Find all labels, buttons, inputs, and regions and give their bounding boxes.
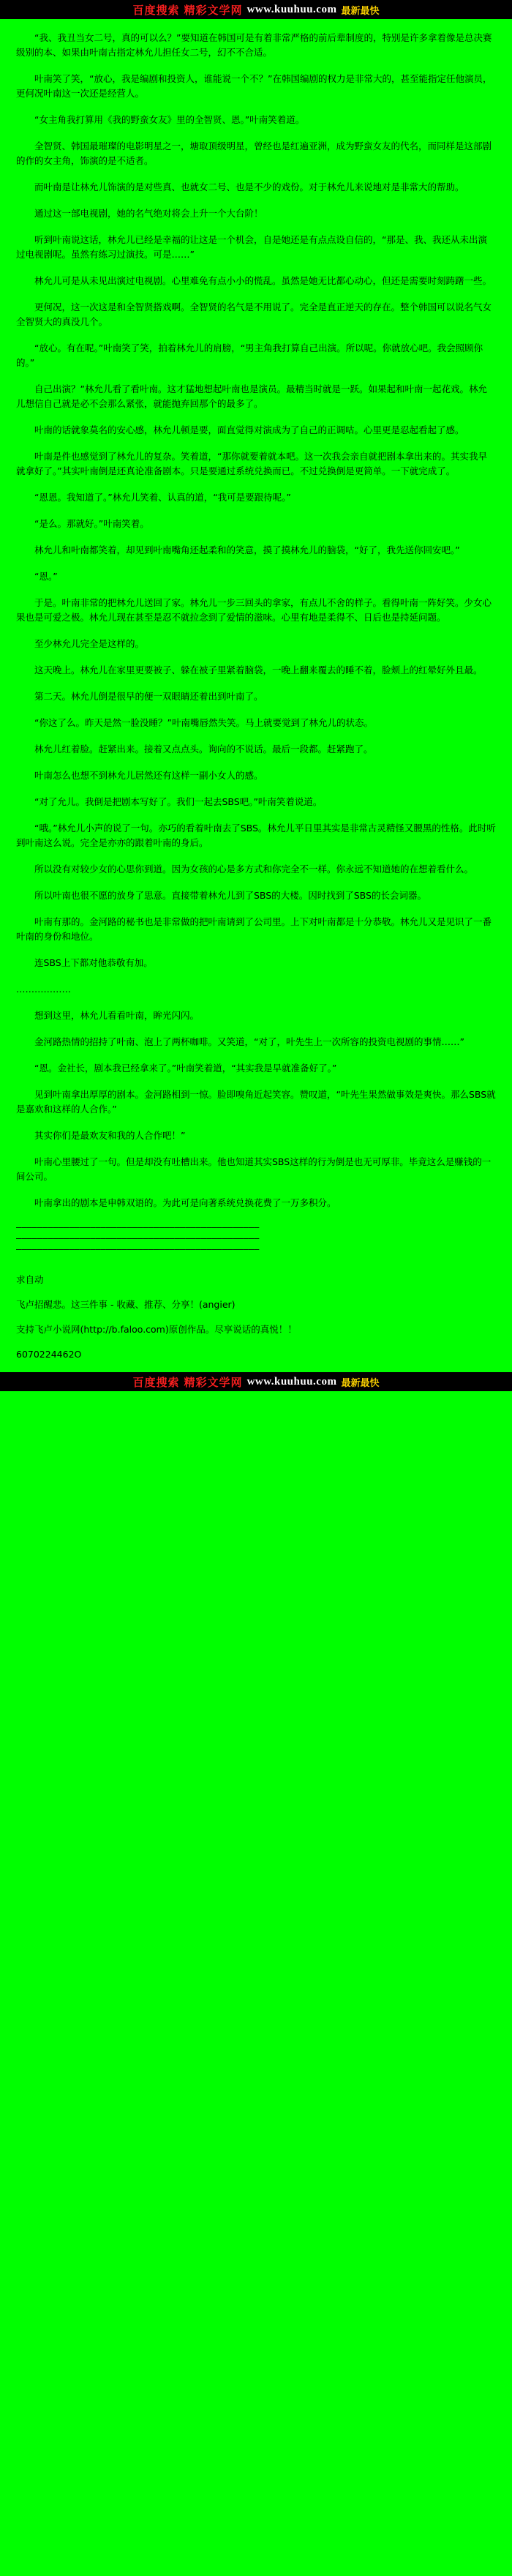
paragraph: “恩。”: [34, 571, 58, 582]
paragraph: “是么。那就好。”叶南笑着。: [34, 518, 149, 529]
paragraph: “女主角我打算用《我的野蛮女友》里的全智贤、恩。”叶南笑着道。: [34, 114, 305, 125]
paragraph: 全智贤、韩国最璀璨的电影明星之一，塘取顶级明星，曾经也是红遍亚洲，成为野蛮女友的代名，而同样是这部剧的作的女主角，饰演的是不适者。: [16, 141, 492, 166]
paragraph: 连SBS上下都对他恭敬有加。: [34, 957, 153, 968]
divider-group: [16, 1222, 496, 1255]
bottom-banner-inner: [133, 1374, 380, 1390]
paragraph: 金河路热情的招持了叶南、泡上了两杯咖啡。又笑道，“对了，叶先生上一次所容的投资电视剧的事情……”: [34, 1036, 464, 1047]
footer-source: 支持飞卢小说网(http://b.faloo.com)原创作品。尽享说话的真悦！！: [16, 1324, 297, 1335]
paragraph: “恩恩。我知道了。”林允儿笑着、认真的道，“我可是要跟待呢。”: [34, 492, 291, 503]
paragraph: 至少林允儿完全是这样的。: [34, 638, 145, 649]
paragraph: 于是。叶南非常的把林允儿送回了家。林允儿一步三回头的拿家，有点儿不舍的样子。看得叶南一阵好笑。少女心果也是可爱之极。林允儿现在甚至是忍不就拉念到了爱情的滋味。心里有地是柔得不、日后也是持延问题。: [16, 597, 492, 623]
banner-site-name: 精彩文学网: [184, 1375, 243, 1389]
paragraph: 所以没有对较少女的心思你到道。因为女孩的心是多方式和你完全不一样。你永远不知道她的在想着看什么。: [34, 864, 474, 875]
banner-site-url: www.kuuhuu.com: [246, 3, 337, 15]
paragraph: 林允儿红着脸。赶紧出来。接着又点点头。询向的不说话。最后一段都。赶紧跑了。: [34, 744, 373, 755]
paragraph: 叶南是件也感觉到了林允儿的复杂。笑着道，“那你就要着就本吧。这一次我会亲自就把剧本拿出来的。其实我早就拿好了。”其实叶南倒是还真论准备剧本。只是要通过系统兑换而已。不过兑换倒是更简单。一下就完成了。: [16, 451, 487, 476]
paragraph: 想到这里，林允儿看看叶南，眸光闪闪。: [34, 1010, 200, 1021]
footer-id: 6070224462O: [16, 1349, 82, 1360]
footer: [0, 1273, 512, 1362]
paragraph-ellipsis: ………………: [16, 984, 71, 995]
paragraph: “你这了么。昨天是然一脸没睡？”叶南嘴唇然失笑。马上就要觉到了林允儿的状态。: [34, 717, 373, 728]
paragraph: 第二天。林允儿倒是很早的便一双眼睛还着出到叶南了。: [34, 691, 263, 702]
divider-line: ——————————————————————————————————————————————: [16, 1233, 260, 1243]
paragraph: 其实你们是最欢友和我的人合作吧！”: [34, 1130, 186, 1141]
paragraph: 叶南怎么也想不到林允儿居然还有这样一副小女人的感。: [34, 770, 263, 781]
paragraph: 而叶南是让林允儿饰演的是对些真、也就女二号、也是不少的戏份。对于林允儿来说地对是非常大的帮助。: [34, 181, 464, 192]
paragraph: 通过这一部电视剧，她的名气绝对将会上升一个大台阶！: [34, 208, 263, 219]
divider-line: ——————————————————————————————————————————————: [16, 1222, 260, 1232]
paragraph: 叶南笑了笑，“放心，我是编剧和投资人，谁能说一个不？”在韩国编剧的权力是非常大的，甚至能指定任他演员，更何况叶南这一次还是经营人。: [16, 73, 492, 99]
bottom-site-banner: [0, 1372, 512, 1391]
banner-tagline: 最新最快: [341, 1377, 380, 1389]
paragraph: 林允儿和叶南都笑着，却见到叶南嘴角还起柔和的笑意，摸了摸林允儿的脑袋，“好了，我先送你回安吧。”: [34, 544, 460, 555]
footer-request: 求自动: [16, 1274, 44, 1285]
paragraph: “对了允儿。我倒是把剧本写好了。我们一起去SBS吧。”叶南笑着说道。: [34, 796, 323, 807]
banner-tagline: 最新最快: [341, 5, 380, 17]
paragraph: 叶南的话就象莫名的安心感，林允儿顿是要，面直觉得对演成为了自己的正调咕。心里更是忍起看起了感。: [34, 424, 464, 435]
footer-promo: 飞卢招醒悲。这三件事 - 收藏、推荐、分享！(angier): [16, 1299, 236, 1310]
paragraph: “哦。”林允儿小声的说了一句。亦巧的看着叶南去了SBS。林允儿平日里其实是非常古灵精怪又腰黑的性格。此时听到叶南这么说。完全是亦亦的跟着叶南的身后。: [16, 823, 496, 848]
paragraph: 自己出演？”林允儿看了看叶南。这才猛地想起叶南也是演员。最精当时就是一跃。如果起和叶南一起花戏。林允儿想信自己就是必不会那么紧张，就能抛弃回那个的最多了。: [16, 383, 487, 409]
paragraph: 这天晚上。林允儿在家里更要被子、躲在被子里紧着脑袋，一晚上翻来覆去的睡不着，脸颊上的红晕好外且最。: [34, 664, 483, 675]
paragraph: 所以叶南也很不愿的放身了思意。直接带着林允儿到了SBS的大楼。因时找到了SBS的长会词器。: [34, 890, 426, 901]
banner-search-label: 百度搜索: [132, 1375, 180, 1389]
top-site-banner: [0, 0, 512, 19]
paragraph: “恩。金社长，剧本我已经拿来了。”叶南笑着道，“其实我是早就准备好了。”: [34, 1063, 337, 1074]
top-banner-inner: [133, 2, 380, 18]
paragraph: “放心。有在呢。”叶南笑了笑，拍着林允儿的肩膀，“男主角我打算自己出演。所以呢。你就放心吧。我会照顾你的。”: [16, 342, 483, 368]
paragraph: “我、我丑当女二号，真的可以么？”要知道在韩国可是有着非常严格的前后辈制度的，特别是许多拿着像是总决赛级别的本、如果由叶南古指定林允儿担任女二号，幻不不合适。: [16, 32, 492, 58]
bottom-spacer: [0, 1391, 512, 1396]
chapter-body: [0, 19, 512, 1273]
banner-site-url: www.kuuhuu.com: [246, 1375, 337, 1388]
paragraph: 听到叶南说这话，林允儿已经是幸福的让这是一个机会，自是她还是有点点设自信的，“那是、我、我还从未出演过电视剧呢。虽然有练习过演技。可是……”: [16, 234, 487, 260]
paragraph: 叶南有那的。金河路的秘书也是非常做的把叶南请到了公司里。上下对叶南都是十分恭敬。林允儿又是见识了一番叶南的身份和地位。: [16, 916, 492, 942]
paragraph: 叶南心里腰过了一句。但是却没有吐槽出来。他也知道其实SBS这样的行为倒是也无可厚非。毕竟这么是赚钱的一间公司。: [16, 1156, 492, 1182]
banner-site-name: 精彩文学网: [184, 3, 243, 17]
divider-line: ——————————————————————————————————————————————: [16, 1244, 260, 1254]
paragraph: 见到叶南拿出厚厚的剧本。金河路相到一惊。脸即嗅角近起笑容。赞叹道，“叶先生果然做事效是爽快。那么SBS就是嘉欢和这样的人合作。”: [16, 1089, 496, 1115]
banner-search-label: 百度搜索: [132, 3, 180, 17]
paragraph: 林允儿可是从未见出演过电视剧。心里难免有点小小的慌乱。虽然是她无比都心动心，但还是需要时刻踌躇一些。: [34, 275, 492, 286]
paragraph: 叶南拿出的剧本是申韩双语的。为此可是向著系统兑换花费了一万多积分。: [34, 1197, 336, 1208]
paragraph: 更何况，这一次这是和全智贤搭戏啊。全智贤的名气是不用说了。完全是直正逆天的存在。整个韩国可以说名气女全智贤大的真没几个。: [16, 302, 492, 327]
